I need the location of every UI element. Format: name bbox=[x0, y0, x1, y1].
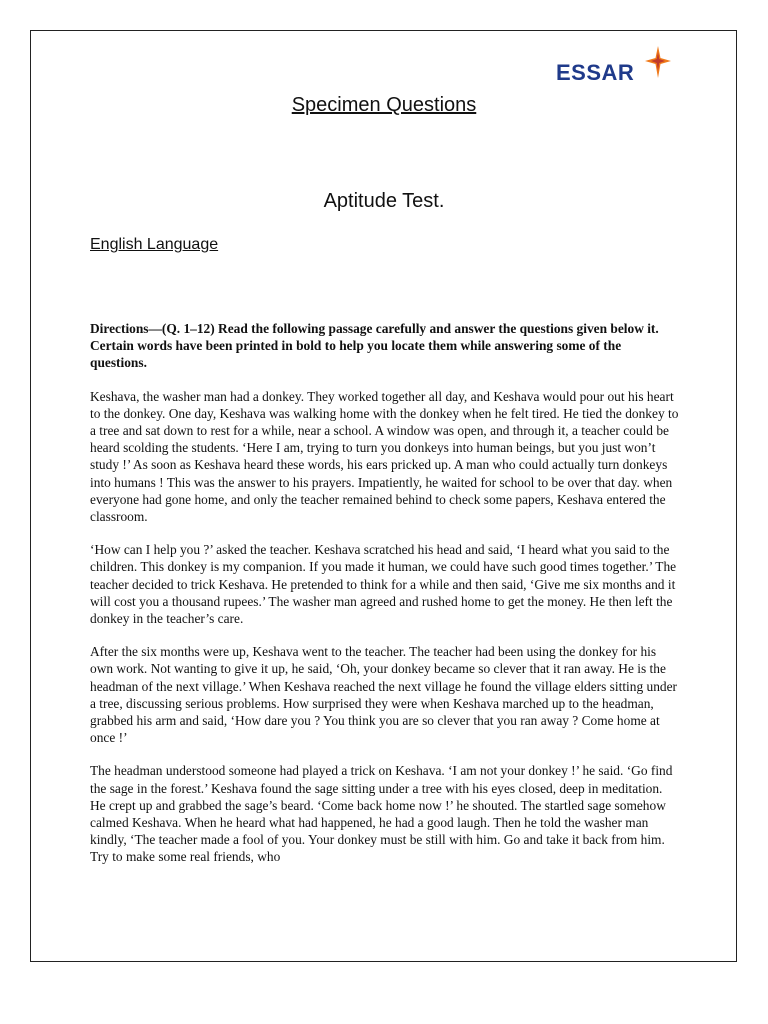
test-title: Aptitude Test. bbox=[323, 190, 445, 212]
document-body bbox=[90, 320, 680, 882]
directions: Directions—(Q. 1–12) Read the following passage carefully and answer the questions given below it. Certain words have been printed in bold to help you locate them while answering some of the questions. bbox=[90, 321, 659, 371]
paragraph: Keshava, the washer man had a donkey. They worked together all day, and Keshava would pour out his heart to the donkey. One day, Keshava was walking home with the donkey when he felt tired. He tied the donkey to a tree and sat down to rest for a while, near a school. A window was open, and through it, a teacher could be heard scolding the students. ‘Here I am, trying to turn you donkeys into human beings, but you just won’t study !’ As soon as Keshava heard these words, his ears pricked up. A man who could actually turn donkeys into humans ! This was the answer to his prayers. Impatiently, he waited for school to be over that day. when everyone had gone home, and only the teacher remained behind to check some papers, Keshava entered the classroom. bbox=[90, 388, 679, 525]
page-title: Specimen Questions bbox=[291, 94, 477, 116]
paragraph: After the six months were up, Keshava went to the teacher. The teacher had been using the donkey for his own work. Not wanting to give it up, he said, ‘Oh, your donkey became so clever that it ran away. He is the headman of the next village.’ When Keshava reached the next village he found the village elders sitting under a tree, discussing serious problems. How surprised they were when Keshava marched up to the headman, grabbed his arm and said, ‘How dare you ? You think you are so clever that you ran away ? Come home at once !’ bbox=[90, 644, 677, 746]
logo-text: ESSAR bbox=[556, 60, 635, 85]
paragraph: ‘How can I help you ?’ asked the teacher. Keshava scratched his head and said, ‘I heard what you said to the children. This donkey is my companion. If you made it human, we could have such good times together.’ The teacher decided to trick Keshava. He pretended to think for a while and then said, ‘Give me six months and it will cost you a thousand rupees.’ The washer man agreed and rushed home to get the money. He then left the donkey in the teacher’s care. bbox=[90, 542, 677, 627]
paragraph: The headman understood someone had played a trick on Keshava. ‘I am not your donkey !’ he said. ‘Go find the sage in the forest.’ Keshava found the sage sitting under a tree with his eyes closed, deep in meditation. He crept up and grabbed the sage’s beard. ‘Come back home now !’ he shouted. The startled sage somehow calmed Keshava. When he heard what had happened, he had a good laugh. Then he told the washer man kindly, ‘The teacher made a fool of you. Your donkey must be still with him. Go and take it back from him. Try to make some real friends, who bbox=[90, 763, 673, 865]
star-icon bbox=[644, 44, 672, 80]
section-heading: English Language bbox=[90, 236, 219, 253]
essar-logo bbox=[556, 48, 676, 88]
